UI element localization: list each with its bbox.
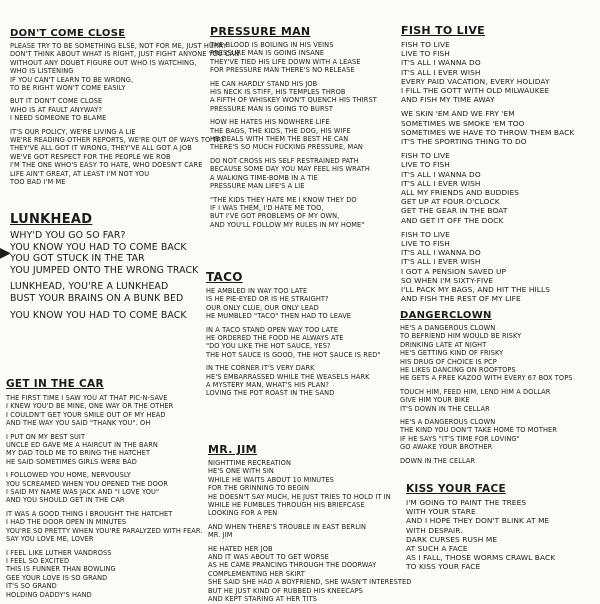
lyric-line: THE KIND YOU DON'T TAKE HOME TO MOTHER: [400, 426, 557, 435]
song-title: FISH TO LIVE: [401, 24, 485, 37]
lyric-line: I PUT ON MY BEST SUIT: [6, 432, 86, 441]
lyric-line: BECAUSE SOME DAY YOU MAY FEEL HIS WRATH: [210, 165, 370, 174]
lyric-line: I'M GOING TO PAINT THE TREES: [406, 498, 527, 507]
lyric-line: FISH TO LIVE: [401, 151, 450, 161]
lyric-line: LIVE TO FISH: [401, 160, 450, 170]
lyric-line: FISH TO LIVE: [401, 40, 450, 49]
lyric-line: IF HE SAYS "IT'S TIME FOR LOVING": [400, 434, 520, 443]
lyric-line: I FEEL SO EXCITED: [6, 556, 70, 565]
lyric-line: PRESSURE MAN IS GOING INSANE: [210, 49, 325, 58]
song-mr-jim: [208, 443, 412, 604]
lyric-line: IT'S SO GRAND: [6, 582, 57, 591]
lyric-line: A MYSTERY MAN, WHAT'S HIS PLAN?: [206, 381, 329, 390]
song-dont-come-close: [10, 28, 240, 187]
lyric-line: HE'S A DANGEROUS CLOWN: [400, 324, 496, 332]
lyric-line: WHILE HE WAITS ABOUT 10 MINUTES: [208, 475, 334, 484]
song-kiss-your-face: [406, 483, 596, 572]
lyric-line: I FILL THE GOTT WITH OLD MILWAUKEE: [401, 86, 550, 96]
lyric-line: "THE KIDS THEY HATE ME I KNOW THEY DO: [210, 195, 357, 204]
lyric-line: YOU GOT STUCK IN THE TAR: [10, 253, 145, 265]
lyric-line: FISH TO LIVE: [401, 229, 450, 239]
lyric-line: AT SUCH A FACE: [406, 544, 468, 554]
song-taco: [206, 270, 392, 398]
lyric-line: IT'S OUR POLICY, WE'RE LIVING A LIE: [10, 127, 136, 136]
lyric-line: WHO IS LISTENING: [10, 67, 74, 76]
lyrics-block: [401, 40, 595, 303]
lyric-line: A WALKING TIME-BOMB IN A TIE: [210, 173, 318, 182]
lyric-line: AND KEPT STARING AT HER TITS: [208, 595, 317, 604]
lyric-line: I HAD THE DOOR OPEN IN MINUTES: [6, 518, 127, 527]
lyric-line: WITH DESPAIR.: [406, 525, 463, 535]
lyric-line: THEY'VE ALL GOT IT WRONG, THEY'VE ALL GOT A JOB: [10, 144, 192, 153]
song-title: DON'T COME CLOSE: [10, 28, 126, 39]
lyric-line: DOWN IN THE CELLAR: [400, 456, 476, 465]
arrow-marker-icon: ▶: [0, 245, 11, 261]
lyric-line: YOU KNOW YOU HAD TO COME BACK: [10, 241, 187, 253]
lyric-line: AND YOU SHOULD GET IN THE CAR: [6, 496, 125, 505]
lyric-line: TOUCH HIM, FEED HIM, LEND HIM A DOLLAR: [400, 387, 551, 396]
lyric-line: WITH YOUR STARE: [406, 507, 476, 517]
lyric-line: AND GET IT OFF THE DOCK: [401, 215, 504, 225]
lyric-line: I FOLLOWED YOU HOME, NERVOUSLY: [6, 471, 131, 480]
lyric-line: HE HATED HER JOB: [208, 544, 273, 553]
lyrics-block: [10, 230, 208, 321]
song-title: KISS YOUR FACE: [406, 483, 506, 495]
lyric-line: HOW HE HATES HIS NOWHERE LIFE: [210, 118, 330, 127]
song-pressure-man: [210, 25, 388, 229]
lyric-line: TO BE RIGHT WON'T COME EASILY: [10, 84, 126, 93]
lyric-line: PRESSURE MAN LIFE'S A LIE: [210, 182, 305, 191]
lyric-line: AS I FALL, THOSE WORMS CRAWL BACK: [406, 553, 556, 563]
song-dangerclown: [400, 310, 595, 465]
lyric-line: IT'S THE SPORTING THING TO DO: [401, 137, 527, 147]
lyric-line: LIVE TO FISH: [401, 239, 450, 249]
lyric-line: WE'VE GOT RESPECT FOR THE PEOPLE WE ROB: [10, 152, 171, 161]
lyric-line: PLEASE TRY TO BE SOMETHING ELSE, NOT FOR ME, JUST HURRY: [10, 42, 227, 50]
lyric-line: IT'S ALL I EVER WISH: [401, 257, 481, 267]
lyric-line: SO WHEN I'M SIXTY-FIVE: [401, 275, 494, 285]
lyric-line: EVERY PAID VACATION, EVERY HOLIDAY: [401, 76, 550, 86]
lyric-line: IS HE PIE-EYED OR IS HE STRAIGHT?: [206, 295, 329, 304]
lyric-line: LOVING THE POT ROAST IN THE SAND: [206, 389, 335, 398]
lyric-line: HE SAID SOMETIMES GIRLS WERE BAD: [6, 457, 137, 466]
lyric-line: A FIFTH OF WHISKEY WON'T QUENCH HIS THIRST: [210, 96, 377, 105]
lyric-line: GIVE HIM YOUR BIKE: [400, 396, 470, 405]
lyric-line: HE'S EMBARRASSED WHILE THE WEASELS HARK: [206, 372, 370, 381]
lyric-line: HE GETS A FREE KAZOO WITH EVERY 67 BOX TOPS: [400, 374, 573, 383]
lyrics-block: [210, 41, 388, 229]
lyric-line: DON'T THINK ABOUT WHAT IS RIGHT, JUST FIGHT ANYONE YOU CAN: [10, 50, 240, 59]
lyric-line: AND I HOPE THEY DON'T BLINK AT ME: [406, 516, 550, 526]
lyric-line: HE'S GETTING KIND OF FRISKY: [400, 349, 504, 358]
lyric-line: BUT I'VE GOT PROBLEMS OF MY OWN,: [210, 212, 340, 221]
lyric-line: OUR ONLY CLUE, OUR ONLY LEAD: [206, 303, 319, 312]
lyric-line: AND FISH THE REST OF MY LIFE: [401, 294, 521, 304]
lyric-line: GO AWAKE YOUR BROTHER: [400, 443, 493, 452]
lyric-line: HE MUMBLED "TACO" THEN HAD TO LEAVE: [206, 312, 352, 321]
lyric-line: LOOKING FOR A PEN: [208, 509, 278, 518]
lyric-line: HIS NECK IS STIFF, HIS TEMPLES THROB: [210, 88, 346, 97]
lyric-line: BUT HE JUST KIND OF RUBBED HIS KNEECAPS: [208, 586, 363, 595]
lyric-line: IN A TACO STAND OPEN WAY TOO LATE: [206, 325, 339, 334]
lyric-line: AND WHEN THERE'S TROUBLE IN EAST BERLIN: [208, 522, 367, 531]
song-title: DANGERCLOWN: [400, 310, 492, 321]
lyric-line: WHO IS AT FAULT ANYWAY?: [10, 105, 102, 114]
lyric-line: HE DEALS WITH THEM THE BEST HE CAN: [210, 135, 349, 144]
lyric-line: IT'S ALL I WANNA DO: [401, 169, 481, 179]
lyric-line: I COULDN'T GET YOUR SMILE OUT OF MY HEAD: [6, 410, 166, 419]
song-title: MR. JIM: [208, 443, 257, 456]
lyric-line: HIS DRUG OF CHOICE IS PCP: [400, 357, 497, 366]
lyric-line: WE SKIN 'EM AND WE FRY 'EM: [401, 109, 515, 119]
lyric-line: SOMETIMES WE SMOKE 'EM TOO: [401, 118, 525, 128]
lyric-line: AND IT WAS ABOUT TO GET WORSE: [208, 553, 329, 562]
lyric-line: THIS IS FUNNER THAN BOWLING: [6, 565, 116, 574]
lyric-line: GEE YOUR LOVE IS SO GRAND: [6, 573, 108, 582]
song-fish-to-live: [401, 24, 595, 303]
lyric-line: I'M THE ONE WHO'S EASY TO HATE, WHO DOESN'T CARE: [10, 161, 203, 170]
lyric-line: TO KISS YOUR FACE: [406, 562, 481, 572]
lyric-line: I KNEW YOU'D BE MINE, ONE WAY OR THE OTHER: [6, 402, 174, 411]
lyric-line: HE'S ONE WITH SIN: [208, 467, 274, 476]
lyric-line: WHY'D YOU GO SO FAR?: [10, 230, 126, 241]
lyric-line: I SAID MY NAME WAS JACK AND "I LOVE YOU": [6, 488, 160, 497]
lyric-line: DRINKING LATE AT NIGHT: [400, 340, 487, 349]
lyric-line: THE FIRST TIME I SAW YOU AT THAT PIC-N-SAVE: [6, 394, 168, 402]
lyric-line: IT'S DOWN IN THE CELLAR: [400, 404, 490, 413]
lyrics-block: [208, 459, 412, 604]
lyric-line: SOMETIMES WE HAVE TO THROW THEM BACK: [401, 127, 575, 137]
lyric-line: TO BEFRIEND HIM WOULD BE RISKY: [400, 332, 522, 341]
lyric-line: UNCLE ED GAVE ME A HAIRCUT IN THE BARN: [6, 441, 158, 450]
lyric-line: I'LL PACK MY BAGS, AND HIT THE HILLS: [401, 285, 550, 295]
lyric-line: HE'S A DANGEROUS CLOWN: [400, 418, 496, 427]
lyric-line: IF YOU CAN'T LEARN TO BE WRONG,: [10, 75, 134, 84]
lyric-line: BUST YOUR BRAINS ON A BUNK BED: [10, 292, 184, 304]
lyrics-block: [400, 324, 595, 465]
lyric-line: I GOT A PENSION SAVED UP: [401, 266, 507, 276]
lyric-line: HOLDING DADDY'S HAND: [6, 590, 92, 599]
lyric-line: WHILE HE FUMBLES THROUGH HIS BRIEFCASE: [208, 501, 365, 510]
lyric-line: IT'S ALL I WANNA DO: [401, 248, 481, 258]
lyric-line: BUT IT DON'T COME CLOSE: [10, 97, 103, 106]
lyric-line: GET UP AT FOUR O'CLOCK: [401, 197, 500, 207]
lyric-line: YOU JUMPED ONTO THE WRONG TRACK: [10, 264, 199, 276]
song-title: LUNKHEAD: [10, 212, 93, 227]
lyric-line: DO NOT CROSS HIS SELF RESTRAINED PATH: [210, 156, 359, 165]
lyric-line: AND FISH MY TIME AWAY: [401, 95, 495, 105]
lyric-line: IT'S ALL I EVER WISH: [401, 67, 481, 77]
lyric-line: AND YOU'LL FOLLOW MY RULES IN MY HOME": [210, 220, 365, 229]
lyric-line: HE ORDERED THE FOOD HE ALWAYS ATE: [206, 334, 344, 343]
lyric-line: HE AMBLED IN WAY TOO LATE: [206, 287, 308, 295]
lyric-line: AND THE WAY YOU SAID "THANK YOU". OH: [6, 419, 151, 428]
lyric-line: THE BAGS, THE KIDS, THE DOG, HIS WIFE: [210, 126, 351, 135]
lyric-line: IN THE CORNER IT'S VERY DARK: [206, 364, 315, 373]
lyric-line: "DO YOU LIKE THE HOT SAUCE, YES?: [206, 342, 331, 351]
lyric-line: I NEED SOMEONE TO BLAME: [10, 114, 107, 123]
song-title: TACO: [206, 270, 243, 284]
lyric-line: THERE'S SO MUCH FUCKING PRESSURE, MAN: [210, 143, 363, 152]
lyric-line: YOU'RE SO PRETTY WHEN YOU'RE PARALYZED WITH FEAR.: [6, 526, 203, 535]
lyric-line: ALL MY FRIENDS AND BUDDIES: [401, 188, 520, 198]
lyric-line: IT'S ALL I EVER WISH: [401, 178, 481, 188]
lyric-line: LUNKHEAD, YOU'RE A LUNKHEAD: [10, 281, 169, 293]
lyric-line: THEY'VE TIED HIS LIFE DOWN WITH A LEASE: [210, 57, 361, 66]
lyric-line: GET THE GEAR IN THE BOAT: [401, 206, 508, 216]
lyric-line: HE LIKES DANCING ON ROOFTOPS: [400, 366, 516, 375]
lyric-line: FOR PRESSURE MAN THERE'S NO RELEASE: [210, 66, 355, 75]
lyric-line: COMPLEMENTING HER SKIRT: [208, 569, 305, 578]
lyric-line: SHE SAID SHE HAD A BOYFRIEND, SHE WASN'T INTERESTED: [208, 578, 412, 587]
lyric-line: HE CAN HARDLY STAND HIS JOB: [210, 79, 318, 88]
lyric-line: YOU SCREAMED WHEN YOU OPENED THE DOOR: [6, 479, 168, 488]
lyric-line: YOU KNOW YOU HAD TO COME BACK: [10, 309, 187, 321]
lyric-line: IT WAS A GOOD THING I BROUGHT THE HATCHET: [6, 509, 173, 518]
lyric-line: IT'S ALL I WANNA DO: [401, 58, 481, 68]
lyrics-block: [406, 498, 596, 572]
lyric-line: TOO BAD I'M ME: [10, 178, 66, 187]
lyric-line: HE DOESN'T SAY MUCH, HE JUST TRIES TO HOLD IT IN: [208, 492, 391, 501]
song-title: PRESSURE MAN: [210, 25, 311, 38]
lyric-line: LIVE TO FISH: [401, 49, 450, 59]
lyric-line: THE BLOOD IS BOILING IN HIS VEINS: [210, 41, 334, 49]
lyric-line: PRESSURE MAN IS GOING TO BURST: [210, 104, 334, 113]
lyrics-block: [6, 394, 204, 599]
lyric-line: WITHOUT ANY DOUBT FIGURE OUT WHO IS WATCHING,: [10, 58, 197, 67]
lyric-line: SAY YOU LOVE ME, LOVER: [6, 535, 94, 544]
lyric-line: LIFE AIN'T GREAT, AT LEAST I'M NOT YOU: [10, 169, 150, 178]
lyric-line: AS HE CAME PRANCING THROUGH THE DOORWAY: [208, 561, 377, 570]
song-title: GET IN THE CAR: [6, 378, 104, 390]
lyric-line: FOR THE GRINNING TO BEGIN: [208, 484, 309, 493]
lyric-line: MR. JIM: [208, 531, 233, 540]
lyrics-block: [10, 42, 240, 187]
lyric-line: NIGHTTIME RECREATION: [208, 459, 291, 467]
lyric-line: WE'RE READING OTHER REPORTS, WE'RE OUT OF WAYS TO TRY: [10, 136, 226, 145]
lyrics-block: [206, 287, 392, 398]
lyric-line: I FEEL LIKE LUTHER VANDROSS: [6, 548, 112, 557]
lyric-line: IF I WAS THEM, I'D HATE ME TOO,: [210, 203, 324, 212]
lyric-line: THE HOT SAUCE IS GOOD, THE HOT SAUCE IS RED": [206, 350, 381, 359]
lyric-line: MY DAD TOLD ME TO BRING THE HATCHET: [6, 449, 151, 458]
song-get-in-the-car: [6, 378, 204, 599]
lyric-line: DARK CURSES RUSH ME: [406, 534, 498, 544]
song-lunkhead: [10, 212, 208, 321]
